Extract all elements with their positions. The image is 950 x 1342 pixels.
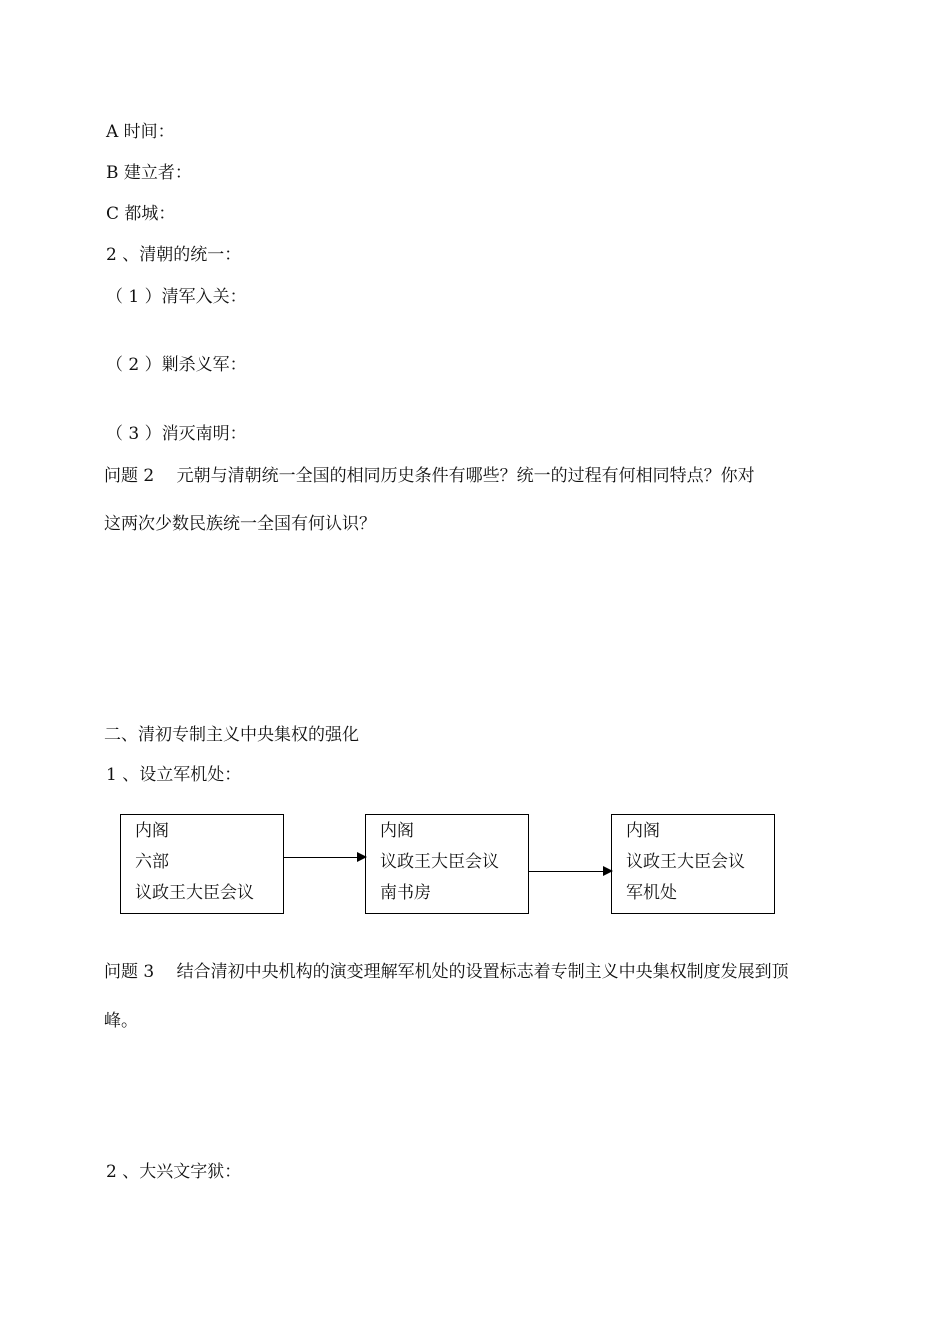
- box-3-line: 议政王大臣会议: [626, 852, 745, 872]
- diagram-box-1: [120, 814, 284, 914]
- diagram-box-2: [365, 814, 529, 914]
- section-2-heading: 二、清初专制主义中央集权的强化: [104, 725, 359, 745]
- arrow-1-to-2: [284, 857, 365, 858]
- box-3-line: 内阁: [626, 821, 660, 841]
- junjichu-heading: 1 、设立军机处：: [106, 765, 242, 785]
- question-2-line-1: 问题 2 元朝与清朝统一全国的相同历史条件有哪些？统一的过程有何相同特点？你对: [104, 466, 755, 486]
- qing-item-3: （ 3 ）消灭南明：: [106, 424, 247, 444]
- box-2-line: 内阁: [380, 821, 414, 841]
- question-3-line-2: 峰。: [104, 1011, 138, 1031]
- item-b-founder: B 建立者：: [106, 163, 192, 183]
- box-1-line: 内阁: [135, 821, 169, 841]
- question-2-line-2: 这两次少数民族统一全国有何认识？: [104, 514, 376, 534]
- qing-unification-heading: 2 、清朝的统一：: [106, 245, 242, 265]
- arrow-2-to-3: [529, 871, 611, 872]
- box-2-line: 议政王大臣会议: [380, 852, 499, 872]
- wenziyu-heading: 2 、大兴文字狱：: [106, 1162, 242, 1182]
- qing-item-2: （ 2 ）剿杀义军：: [106, 355, 247, 375]
- diagram-box-3: [611, 814, 775, 914]
- item-c-capital: C 都城：: [106, 204, 176, 224]
- qing-item-1: （ 1 ）清军入关：: [106, 287, 247, 307]
- box-2-line: 南书房: [380, 883, 431, 903]
- box-1-line: 议政王大臣会议: [135, 883, 254, 903]
- box-1-line: 六部: [135, 852, 169, 872]
- question-3-line-1: 问题 3 结合清初中央机构的演变理解军机处的设置标志着专制主义中央集权制度发展到顶: [104, 962, 789, 982]
- item-a-time: A 时间：: [106, 122, 175, 142]
- box-3-line: 军机处: [626, 883, 677, 903]
